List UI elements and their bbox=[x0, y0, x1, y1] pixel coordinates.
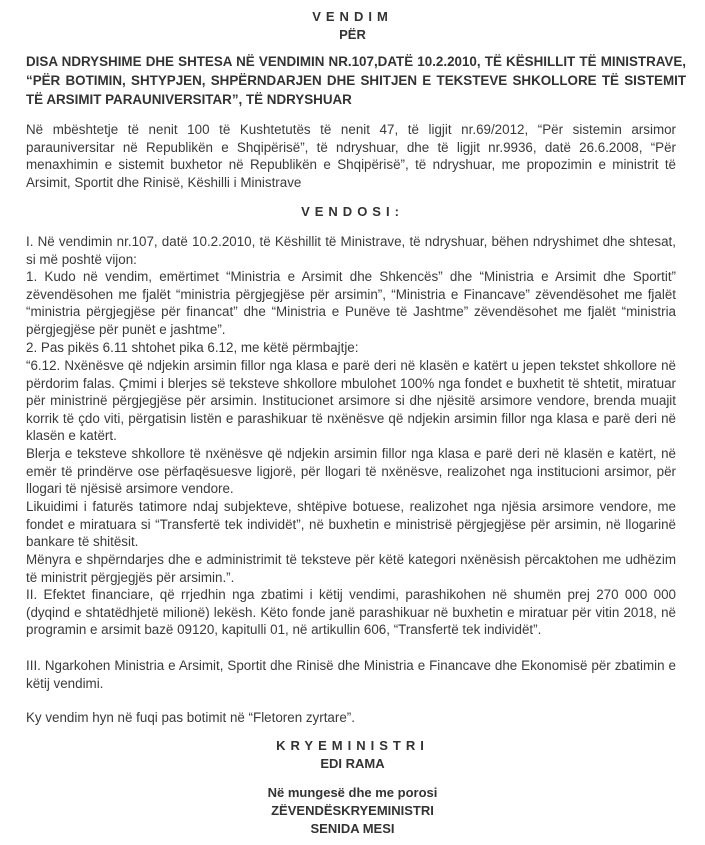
document-per: PËR bbox=[339, 27, 366, 42]
preamble-paragraph: Në mbështetje të nenit 100 të Kushtetutës të nenit 47, të ligjit nr.69/2012, “Për sistemin arsimor parauniversitar në Republikën e Shqipërisë”, të ndryshuar, dhe të ligjit nr.9936, datë 26.6.2008, “Për menaxhimin e sistemit buxhetor në Republikën e Shqipërisë”, të ndryshuar, me propozimin e ministrit të Arsimit, Sportit dhe Rinisë, Këshilli i Ministrave bbox=[26, 122, 676, 190]
body-paragraph-liquidation: Likuidimi i faturës tatimore ndaj subjekteve, shtëpive botuese, realizohet nga njësia arsimore vendore, me fondet e miratuara si “Transfertë tek individët”, në buxhetin e ministrisë përgjegjëse për arsimin, në llogarinë bankare të shitësit. bbox=[26, 499, 676, 550]
deputy-name: SENIDA MESI bbox=[310, 821, 395, 836]
body-paragraph-6-12: “6.12. Nxënësve që ndjekin arsimin fillor nga klasa e parë deri në klasën e katërt u jepen tekstet shkollore në përdorim falas. Çmimi i blerjes së teksteve shkollore mbulohet 100% nga fondet e buxhetit të shtetit, miratuar për ministrinë përgjegjëse për arsimin. Institucionet arsimore si dhe njësitë arsimore vendore, brenda muajit korrik të çdo viti, përgatisin listën e parashikuar të nxënësve që ndjekin arsimin fillor nga klasa e parë deri në klasën e katërt. bbox=[26, 358, 676, 444]
body-paragraph-financial: II. Efektet financiare, që rrjedhin nga zbatimi i këtij vendimi, parashikohen në shumën prej 270 000 000 (dyqind e shtatëdhjetë milionë) lekësh. Këto fonde janë parashikuar në buxhetin e miratuar për vitin 2018, në programin e arsimit bazë 09120, kapitulli 01, në artikullin 606, “Transfertë tek individët”. bbox=[26, 587, 676, 638]
body-paragraph-point-2: 2. Pas pikës 6.11 shtohet pika 6.12, me këtë përmbajtje: bbox=[26, 340, 359, 355]
signature-name: EDI RAMA bbox=[320, 756, 385, 771]
vendosi-heading: VENDOSI: bbox=[301, 204, 404, 219]
body-paragraph-distribution: Mënyra e shpërndarjes dhe e administrimit të teksteve për këtë kategori nxënësish përcaktohen me udhëzim të ministrit përgjegjës për arsimin.”. bbox=[26, 552, 676, 585]
document-heading: VENDIM bbox=[312, 9, 393, 24]
document-subject: DISA NDRYSHIME DHE SHTESA NË VENDIMIN NR.107,DATË 10.2.2010, TË KËSHILLIT TË MINISTRAVE, “PËR BOTIMIN, SHTYPJEN, SHPËRNDARJEN DHE SHITJEN E TEKSTEVE SHKOLLORE TË SISTEMIT TË ARSIMIT PARAUNIVERSITAR”, TË NDRYSHUAR bbox=[26, 54, 686, 107]
signature-role: KRYEMINISTRI bbox=[276, 738, 429, 753]
body-paragraph-purchase: Blerja e teksteve shkollore të nxënësve që ndjekin arsimin fillor nga klasa e parë deri në klasën e katërt, në emër të prindërve ose përfaqësuesve ligjorë, për llogari të nxënësve, realizohet nga institucioni arsimor, për llogari të njësisë arsimore vendore. bbox=[26, 446, 676, 497]
body-paragraph-intro: I. Në vendimin nr.107, datë 10.2.2010, të Këshillit të Ministrave, të ndryshuar, bëhen ndryshimet dhe shtesat, si më poshtë vijon: bbox=[26, 234, 676, 267]
absence-note: Në mungesë dhe me porosi bbox=[267, 785, 438, 800]
deputy-role: ZËVENDËSKRYEMINISTRI bbox=[271, 803, 434, 818]
body-paragraph-point-1: 1. Kudo në vendim, emërtimet “Ministria e Arsimit dhe Shkencës” dhe “Ministria e Arsimit dhe Sportit” zëvendësohen me fjalët “ministria përgjegjëse për arsimin”, “Ministria e Financave” zëvendësohet me fjalët “ministria përgjegjëse për financat” dhe “Ministria e Punëve të Jashtme” zëvendësohet me fjalët “ministria përgjegjëse për punët e jashtme”. bbox=[26, 269, 676, 337]
closing-paragraph: Ky vendim hyn në fuqi pas botimit në “Fletoren zyrtare”. bbox=[26, 710, 355, 725]
body-paragraph-charged: III. Ngarkohen Ministria e Arsimit, Sportit dhe Rinisë dhe Ministria e Financave dhe Ekonomisë për zbatimin e këtij vendimi. bbox=[26, 658, 676, 691]
